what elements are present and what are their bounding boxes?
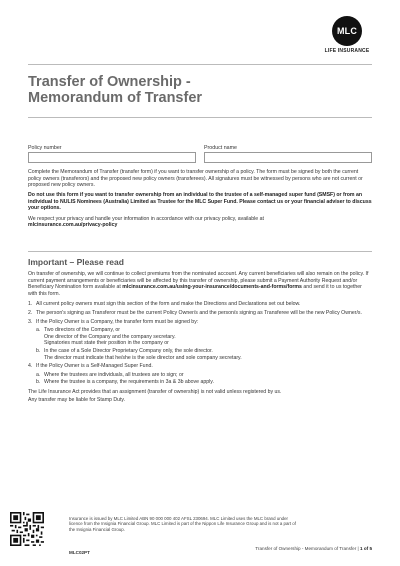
footer-separator: | xyxy=(357,546,359,551)
sublist-letter: b. xyxy=(36,347,41,354)
sublist-text: Where the trustees are individuals, all trustees are to sign; or xyxy=(44,371,184,378)
sublist-item xyxy=(36,327,372,347)
important-tail: and send it to us together with this form. xyxy=(28,284,362,297)
footer-page-title: Transfer of Ownership - Memorandum of Transfer xyxy=(255,546,357,551)
important-heading: Important – Please read xyxy=(28,257,124,267)
intro-paragraph: Complete the Memorandum of Transfer (transfer form) if you want to transfer ownership of a policy. The form must be signed by both the current policy owners (transferors) and the proposed new policy owners (transferees). All signatures must be witnessed by persons who are not current or proposed new policy owners. xyxy=(28,169,363,189)
sublist-letter: a. xyxy=(36,326,41,333)
policy-number-input[interactable] xyxy=(28,152,196,163)
important-section xyxy=(28,271,372,407)
product-name-label: Product name xyxy=(204,145,237,151)
list-number: 4. xyxy=(28,363,33,370)
header-rule-bottom xyxy=(28,117,372,118)
smsf-warning: Do not use this form if you want to transfer ownership from an individual to the trustee of a self-managed super fund (SMSF) or from an individual to NULIS Nominees (Australia) Limited as Trustee for the MLC Super Fund. Please contact us or your financial adviser to discuss your options. xyxy=(28,192,372,212)
list-text: The person's signing as Transferor must be the current Policy Owner/s and the person/s signing as Transferee will be the new Policy Owner/s. xyxy=(36,309,362,316)
list-text: If the Policy Owner is a Company, the transfer form must be signed by: xyxy=(36,318,199,325)
page-number: 1 of 5 xyxy=(360,546,372,551)
list-item xyxy=(28,310,372,317)
privacy-text: We respect your privacy and handle your information in accordance with our privacy policy, available at xyxy=(28,215,264,222)
qr-code-icon xyxy=(10,512,44,546)
list-item xyxy=(28,319,372,361)
page-title xyxy=(28,74,202,106)
list-item xyxy=(28,363,372,385)
list-text: All current policy owners must sign this section of the form and make the Directions and Declarations set out below. xyxy=(36,300,301,307)
product-name-input[interactable] xyxy=(204,152,372,163)
sublist-text: The director must indicate that he/she is the sole director and sole company secretary. xyxy=(44,354,242,361)
stamp-duty-note: Any transfer may be liable for Stamp Duty. xyxy=(28,396,126,403)
page-title-line2: Memorandum of Transfer xyxy=(28,90,203,106)
mlc-logo xyxy=(322,16,372,54)
logo-subtitle: LIFE INSURANCE xyxy=(324,48,370,54)
list-number: 2. xyxy=(28,309,33,316)
instructions-list xyxy=(28,301,372,386)
smsf-sublist xyxy=(36,372,372,386)
privacy-link[interactable]: mlcinsurance.com.au/privacy-policy xyxy=(28,222,118,229)
list-number: 3. xyxy=(28,318,33,325)
sublist-text: In the case of a Sole Director Proprietary Company only, the sole director. xyxy=(44,347,213,354)
closing-note: The Life Insurance Act provides that an assignment (transfer of ownership) is not valid unless registered by us. xyxy=(28,388,282,395)
footer-legal-note: Insurance is issued by MLC Limited ABN 90 000 000 402 AFSL 230694. MLC Limited uses the MLC brand under licence from the Insignia Financial Group. MLC Limited is part of the Nippon Life Insurance Group and is not a part of the Insignia Financial Group. xyxy=(69,516,296,532)
privacy-paragraph xyxy=(28,216,372,229)
policy-number-label: Policy number xyxy=(28,145,62,151)
page-title-line1: Transfer of Ownership - xyxy=(28,74,191,90)
footer-page-info xyxy=(255,546,372,551)
logo-text: MLC xyxy=(336,26,358,36)
list-number: 1. xyxy=(28,300,33,307)
sublist-text: Two directors of the Company, or xyxy=(44,326,121,333)
form-code: MLC02PT xyxy=(69,550,90,555)
mlc-logo-mark xyxy=(332,16,362,46)
intro-section xyxy=(28,169,372,232)
sublist-letter: a. xyxy=(36,371,41,378)
sublist-text: One director of the Company and the company secretary. xyxy=(44,333,176,340)
list-item xyxy=(28,301,372,308)
forms-link[interactable]: mlcinsurance.com.au/using-your-insurance/documents-and-forms/forms xyxy=(122,284,302,291)
sublist-item xyxy=(36,372,372,379)
list-text: If the Policy Owner is a Self-Managed Super Fund. xyxy=(36,363,153,370)
company-sublist xyxy=(36,327,372,361)
sublist-item xyxy=(36,348,372,361)
sublist-text: Where the trustee is a company, the requirements in 3a & 3b above apply. xyxy=(44,379,214,386)
section-rule xyxy=(28,251,372,252)
header-rule-top xyxy=(28,64,372,65)
sublist-item xyxy=(36,379,372,386)
sublist-text: Signatories must state their position in the company or xyxy=(44,340,169,347)
important-paragraph xyxy=(28,271,372,297)
sublist-letter: b. xyxy=(36,379,41,386)
important-text: On transfer of ownership, we will continue to collect premiums from the nominated account. Any current beneficiaries will also remain on the policy. If current payment arrangements or beneficiaries will be affected by this transfer of ownership, please submit a Payment Authority Request and/or Beneficiary Nomination form available at xyxy=(28,271,369,291)
